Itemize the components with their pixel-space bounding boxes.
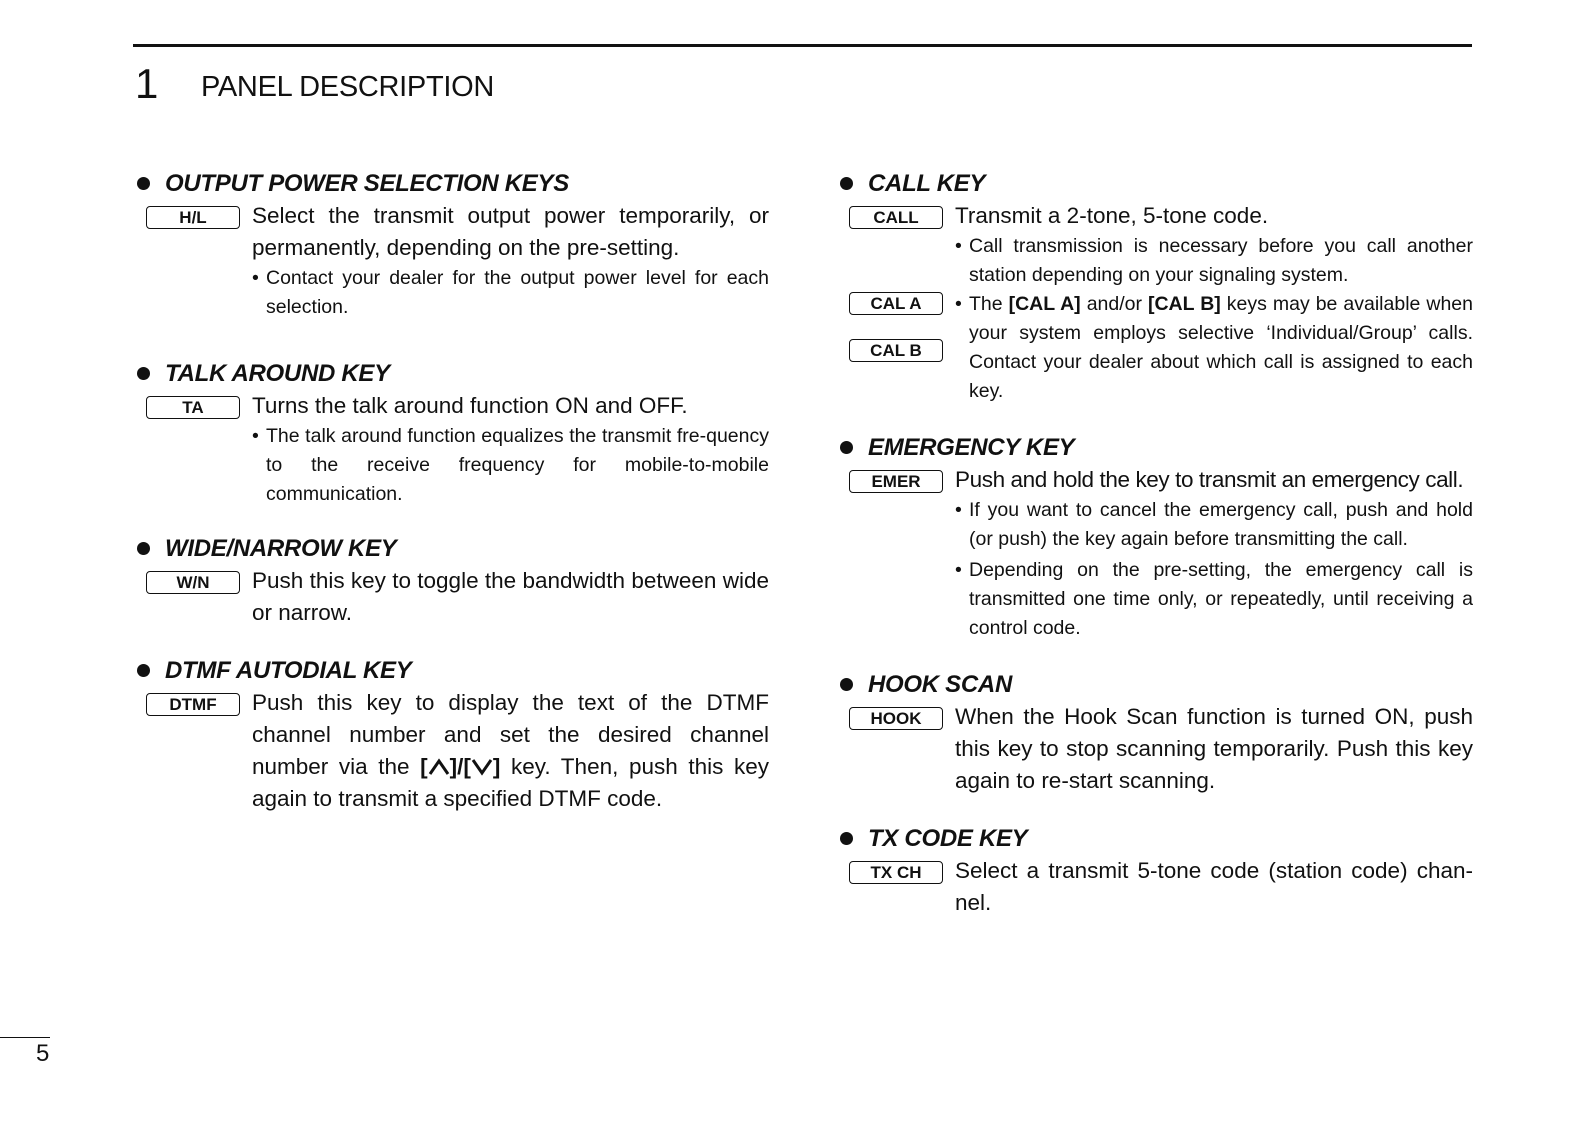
section-heading <box>137 358 769 390</box>
key-label-emer: EMER <box>849 470 943 493</box>
section-body <box>137 200 769 322</box>
note-text-b: keys may be available when your system employs selective ‘Individual/Group’ calls. Contact your dealer about which call is assigned to each key. <box>969 293 1473 402</box>
note-item <box>955 232 1473 290</box>
desc-part-a: Push this key to display the text of the DTMF channel number and set the desired channel number via the <box>252 690 769 779</box>
note-text: If you want to cancel the emergency call, push and hold (or push) the key again before transmitting the call. <box>969 499 1473 550</box>
bullet-dot: • <box>252 267 259 289</box>
open-bracket: [ <box>420 754 428 779</box>
bullet-icon <box>137 177 150 190</box>
key-label-ta: TA <box>146 396 240 419</box>
section-hook-scan <box>840 669 1473 797</box>
section-wide-narrow <box>137 533 769 629</box>
bullet-dot: • <box>252 425 259 447</box>
key-label-call: CALL <box>849 206 943 229</box>
description: Transmit a 2-tone, 5-tone code. <box>955 203 1269 228</box>
section-tx-code <box>840 823 1473 919</box>
key-label-hook: HOOK <box>849 707 943 730</box>
bullet-icon <box>137 664 150 677</box>
chapter-number: 1 <box>135 60 159 107</box>
down-arrow-icon <box>471 758 493 776</box>
section-title: EMERGENCY KEY <box>868 434 1075 461</box>
section-body <box>840 200 1473 406</box>
section-title: CALL KEY <box>868 170 986 197</box>
description: When the Hook Scan function is turned ON, push this key to stop scanning temporarily. Push this key again to re-start scanning. <box>955 704 1473 793</box>
section-body <box>840 701 1473 797</box>
section-heading <box>137 655 769 687</box>
bullet-icon <box>840 678 853 691</box>
section-title: HOOK SCAN <box>868 671 1012 698</box>
right-column <box>840 168 1473 939</box>
section-heading <box>840 168 1473 200</box>
bullet-icon <box>137 367 150 380</box>
key-label-hl: H/L <box>146 206 240 229</box>
bullet-icon <box>840 441 853 454</box>
bullet-dot: • <box>955 293 962 315</box>
left-column <box>137 168 769 835</box>
key-label-wn: W/N <box>146 571 240 594</box>
section-emergency <box>840 432 1473 643</box>
description: Push this key to toggle the bandwidth between wide or narrow. <box>252 568 769 625</box>
bullet-icon <box>840 177 853 190</box>
section-dtmf <box>137 655 769 815</box>
bracket-separator: ]/[ <box>449 754 471 779</box>
bullet-dot: • <box>955 559 962 581</box>
note-item <box>955 556 1473 643</box>
note-text: Call transmission is necessary before you call another station depending on your signaling system. <box>969 235 1473 286</box>
key-label-dtmf: DTMF <box>146 693 240 716</box>
note-item <box>252 264 769 322</box>
description: Push and hold the key to transmit an emergency call. <box>955 467 1464 492</box>
section-title: OUTPUT POWER SELECTION KEYS <box>165 170 569 197</box>
section-body <box>840 855 1473 919</box>
cal-a-ref: [CAL A] <box>1008 293 1081 315</box>
section-talk-around <box>137 358 769 509</box>
section-body <box>137 390 769 509</box>
section-title: DTMF AUTODIAL KEY <box>165 657 412 684</box>
page-number-rule <box>0 1037 50 1038</box>
key-label-cal-b: CAL B <box>849 339 943 362</box>
note-text: Contact your dealer for the output power level for each selection. <box>266 267 769 318</box>
note-item <box>955 496 1473 554</box>
note-text-and: and/or <box>1086 293 1142 315</box>
section-heading <box>137 533 769 565</box>
note-text-a: The <box>969 293 1003 315</box>
key-label-cal-a: CAL A <box>849 292 943 315</box>
description <box>252 687 769 815</box>
page-number: 5 <box>36 1040 50 1067</box>
section-title: WIDE/NARROW KEY <box>165 535 397 562</box>
description: Turns the talk around function ON and OFF. <box>252 393 688 418</box>
section-call <box>840 168 1473 406</box>
note-item <box>955 290 1473 406</box>
section-body <box>137 687 769 815</box>
section-heading <box>137 168 769 200</box>
note-text: The talk around function equalizes the transmit fre-quency to the receive frequency for mobile-to-mobile communication. <box>266 425 769 505</box>
top-rule <box>133 44 1472 47</box>
note-item <box>252 422 769 509</box>
cal-b-ref: [CAL B] <box>1147 293 1221 315</box>
section-heading <box>840 823 1473 855</box>
key-label-txch: TX CH <box>849 861 943 884</box>
section-heading <box>840 669 1473 701</box>
bullet-dot: • <box>955 235 962 257</box>
note-text: Depending on the pre-setting, the emergency call is transmitted one time only, or repeatedly, until receiving a control code. <box>969 559 1473 639</box>
desc-part-b: key. Then, push this key again to transmit a specified DTMF code. <box>252 754 769 811</box>
section-title: TX CODE KEY <box>868 825 1028 852</box>
section-heading <box>840 432 1473 464</box>
description: Select a transmit 5-tone code (station code) chan-nel. <box>955 858 1473 915</box>
section-body <box>840 464 1473 643</box>
bullet-icon <box>137 542 150 555</box>
section-title: TALK AROUND KEY <box>165 360 390 387</box>
close-bracket: ] <box>492 754 501 779</box>
bullet-icon <box>840 832 853 845</box>
description: Select the transmit output power temporarily, or permanently, depending on the pre-setting. <box>252 203 769 260</box>
chapter-title: PANEL DESCRIPTION <box>201 71 495 103</box>
section-body <box>137 565 769 629</box>
section-output-power <box>137 168 769 322</box>
bullet-dot: • <box>955 499 962 521</box>
up-arrow-icon <box>428 758 450 776</box>
